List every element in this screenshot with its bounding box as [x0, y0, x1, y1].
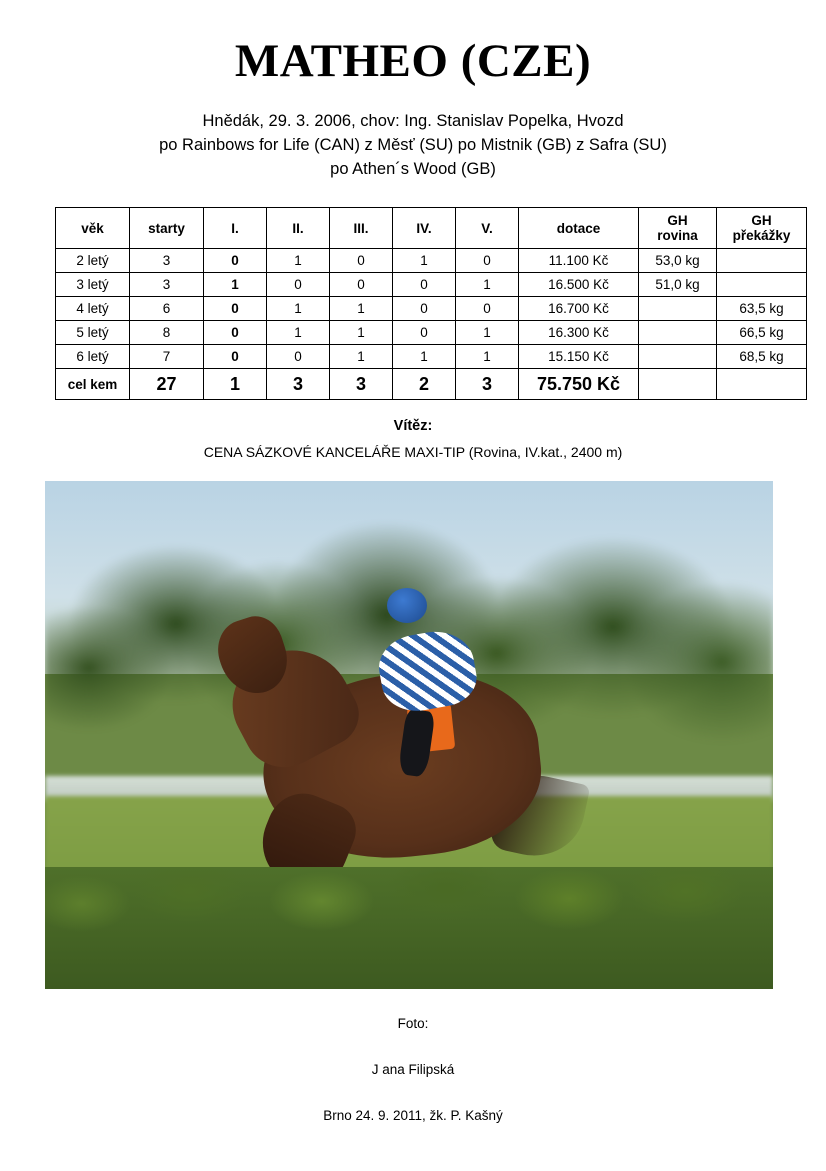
cell-vek: 2 letý: [56, 249, 130, 273]
description-line-2: po Rainbows for Life (CAN) z Měsť (SU) po Mistnik (GB) z Safra (SU): [159, 135, 667, 154]
header-gh-prekazky-line1: GH: [751, 212, 772, 228]
total-place-2: 3: [267, 369, 330, 400]
photo-credit: [0, 1016, 826, 1155]
header-place-2: II.: [267, 208, 330, 249]
header-gh-rovina-line1: GH: [667, 212, 688, 228]
header-place-1: I.: [204, 208, 267, 249]
table-row: [56, 249, 807, 273]
cell-starty: 7: [130, 345, 204, 369]
cell-place-1: 0: [204, 297, 267, 321]
cell-dotace: 16.300 Kč: [519, 321, 639, 345]
total-label: cel kem: [56, 369, 130, 400]
cell-place-1: 0: [204, 345, 267, 369]
cell-gh-rovina: [639, 297, 717, 321]
table-row: [56, 321, 807, 345]
header-gh-rovina: [639, 208, 717, 249]
header-place-3: III.: [330, 208, 393, 249]
cell-place-5: 1: [456, 273, 519, 297]
photographer-name: J ana Filipská: [371, 1062, 455, 1078]
header-place-5: V.: [456, 208, 519, 249]
total-place-5: 3: [456, 369, 519, 400]
cell-gh-prekazky: 68,5 kg: [717, 345, 807, 369]
cell-gh-prekazky: 63,5 kg: [717, 297, 807, 321]
total-gh-prekazky: [717, 369, 807, 400]
cell-place-5: 1: [456, 345, 519, 369]
cell-place-4: 0: [393, 321, 456, 345]
cell-place-2: 1: [267, 297, 330, 321]
cell-place-2: 1: [267, 249, 330, 273]
cell-place-2: 0: [267, 273, 330, 297]
cell-place-3: 0: [330, 249, 393, 273]
foto-label: Foto:: [397, 1016, 429, 1031]
header-starty: starty: [130, 208, 204, 249]
header-vek: věk: [56, 208, 130, 249]
table-row: [56, 345, 807, 369]
cell-place-5: 0: [456, 297, 519, 321]
cell-gh-rovina: [639, 345, 717, 369]
winner-heading: Vítěz:: [393, 418, 433, 435]
cell-place-5: 1: [456, 321, 519, 345]
description-line-1: Hnědák, 29. 3. 2006, chov: Ing. Stanislav Popelka, Hvozd: [202, 111, 624, 130]
winner-race-name: CENA SÁZKOVÉ KANCELÁŘE MAXI-TIP (Rovina, IV.kat., 2400 m): [203, 444, 623, 461]
cell-place-4: 1: [393, 345, 456, 369]
table-header-row: [56, 208, 807, 249]
cell-dotace: 15.150 Kč: [519, 345, 639, 369]
cell-gh-prekazky: [717, 249, 807, 273]
total-starty: 27: [130, 369, 204, 400]
event-info: Brno 24. 9. 2011, žk. P. Kašný: [323, 1108, 503, 1124]
cell-vek: 4 letý: [56, 297, 130, 321]
cell-place-3: 0: [330, 273, 393, 297]
cell-place-3: 1: [330, 297, 393, 321]
total-gh-rovina: [639, 369, 717, 400]
cell-place-4: 0: [393, 273, 456, 297]
cell-place-1: 1: [204, 273, 267, 297]
career-stats-table: [55, 207, 807, 400]
header-place-4: IV.: [393, 208, 456, 249]
cell-starty: 8: [130, 321, 204, 345]
cell-place-3: 1: [330, 345, 393, 369]
header-dotace: dotace: [519, 208, 639, 249]
cell-gh-rovina: [639, 321, 717, 345]
photo-hedge: [45, 867, 773, 989]
cell-gh-rovina: 51,0 kg: [639, 273, 717, 297]
page-title: MATHEO (CZE): [234, 35, 592, 87]
cell-place-4: 1: [393, 249, 456, 273]
cell-gh-prekazky: 66,5 kg: [717, 321, 807, 345]
total-place-3: 3: [330, 369, 393, 400]
cell-place-1: 0: [204, 249, 267, 273]
cell-gh-rovina: 53,0 kg: [639, 249, 717, 273]
table-row: [56, 273, 807, 297]
cell-dotace: 11.100 Kč: [519, 249, 639, 273]
total-place-4: 2: [393, 369, 456, 400]
cell-vek: 5 letý: [56, 321, 130, 345]
header-gh-rovina-line2: rovina: [657, 228, 698, 244]
table-total-row: [56, 369, 807, 400]
cell-place-2: 1: [267, 321, 330, 345]
cell-place-5: 0: [456, 249, 519, 273]
cell-vek: 3 letý: [56, 273, 130, 297]
cell-vek: 6 letý: [56, 345, 130, 369]
cell-starty: 6: [130, 297, 204, 321]
cell-dotace: 16.700 Kč: [519, 297, 639, 321]
cell-place-3: 1: [330, 321, 393, 345]
header-gh-prekazky: [717, 208, 807, 249]
cell-place-2: 0: [267, 345, 330, 369]
race-photo: [45, 481, 773, 989]
header-gh-prekazky-line2: překážky: [732, 228, 791, 244]
description-line-3: po Athen´s Wood (GB): [330, 159, 496, 178]
cell-gh-prekazky: [717, 273, 807, 297]
total-dotace: 75.750 Kč: [519, 369, 639, 400]
jockey-helmet: [387, 588, 427, 624]
total-place-1: 1: [204, 369, 267, 400]
cell-dotace: 16.500 Kč: [519, 273, 639, 297]
cell-place-4: 0: [393, 297, 456, 321]
career-stats-table-wrapper: [55, 207, 791, 400]
cell-starty: 3: [130, 249, 204, 273]
horse-description: [0, 110, 826, 182]
table-row: [56, 297, 807, 321]
cell-starty: 3: [130, 273, 204, 297]
cell-place-1: 0: [204, 321, 267, 345]
